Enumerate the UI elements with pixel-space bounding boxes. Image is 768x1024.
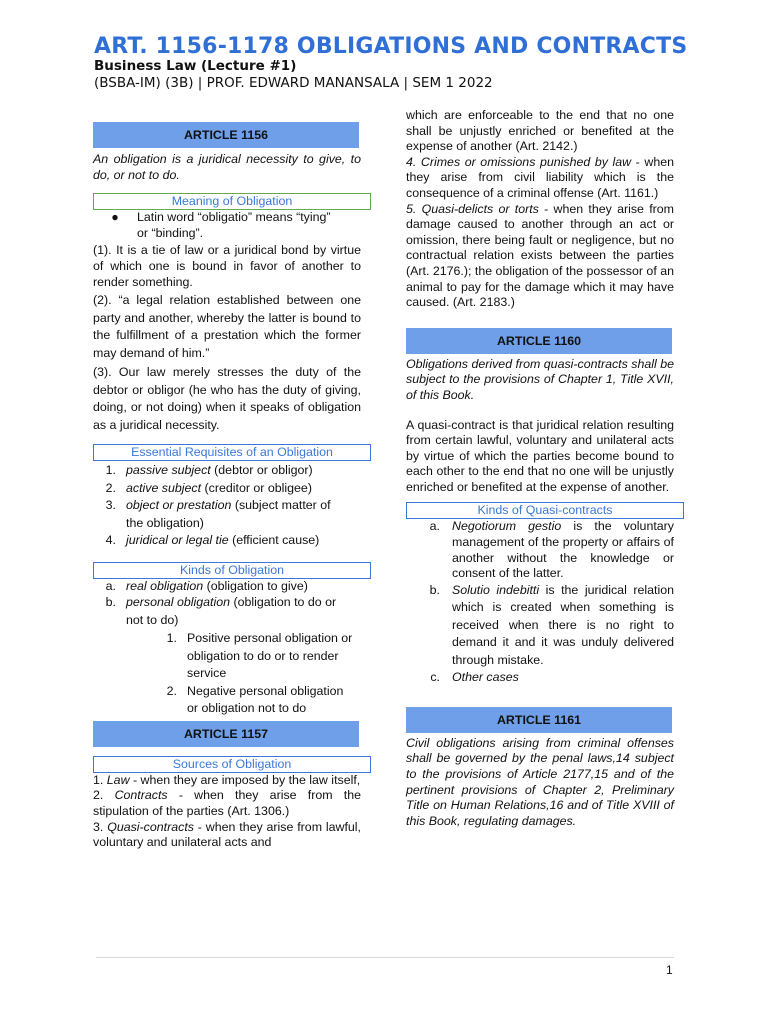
list-item: b. Solutio indebitti is the juridical relation which is created when something is received when there is no right to demand it and it was unduly delivered through mistake. <box>429 582 674 667</box>
article-1160-text: Obligations derived from quasi-contracts shall be subject to the provisions of Chapter 1, Title XVII, of this Book. <box>406 356 674 402</box>
article-1156-header: ARTICLE 1156 <box>93 122 359 148</box>
list-item: 2. active subject (creditor or obligee) <box>105 480 312 495</box>
document-meta: (BSBA-IM) (3B) | PROF. EDWARD MANANSALA | SEM 1 2022 <box>94 75 493 91</box>
meaning-bullet: ● Latin word “obligatio” means “tying” or “binding”. <box>93 210 361 241</box>
quasi-kinds-list <box>406 519 674 686</box>
document-subtitle: Business Law (Lecture #1) <box>94 58 297 74</box>
source-4: 4. Crimes or omissions punished by law - when they arise from civil liability which is the consequence of a criminal offense (Art. 1161.) <box>406 154 674 200</box>
right-column <box>406 108 674 829</box>
meaning-para-3: (3). Our law merely stresses the duty of the debtor or obligor (he who has the duty of giving, doing, or not doing) when it speaks of obligation as a juridical necessity. <box>93 365 361 432</box>
sources-heading: Sources of Obligation <box>93 756 371 773</box>
list-item: 1. passive subject (debtor or obligor) <box>105 463 313 478</box>
meaning-of-obligation-heading: Meaning of Obligation <box>93 193 371 210</box>
bullet-icon: ● <box>111 210 119 225</box>
source-5: 5. Quasi-delicts or torts - when they arise from damage caused to another through an act or omission, there being fault or negligence, but no contractual relation exists between the parties (Art. 2176.); the obligation of the possessor of an animal to pay for the damage which it may have caused. (Art. 2183.) <box>406 201 674 310</box>
page-number: 1 <box>666 963 673 977</box>
source-1: 1. Law - when they are imposed by the law itself, <box>93 772 361 787</box>
list-item: a. Negotiorum gestio is the voluntary management of the property or affairs of another without the knowledge or consent of the latter. <box>429 519 674 581</box>
requisites-heading: Essential Requisites of an Obligation <box>93 444 371 461</box>
source-2: 2. Contracts - when they arise from the stipulation of the parties (Art. 1306.) <box>93 788 361 818</box>
source-3-continued: which are enforceable to the end that no one shall be unjustly enriched or benefited at the expense of another (Art. 2142.) <box>406 108 674 154</box>
article-1157-header: ARTICLE 1157 <box>93 721 359 747</box>
kinds-of-obligation-heading: Kinds of Obligation <box>93 562 371 579</box>
list-item: 4. juridical or legal tie (efficient cause) <box>105 533 320 548</box>
article-1160-header: ARTICLE 1160 <box>406 328 672 354</box>
kinds-list <box>93 579 361 718</box>
meaning-para-1: (1). It is a tie of law or a juridical bond by virtue of which one is bound in favor of another to render something. <box>93 243 361 289</box>
quasi-contract-definition: A quasi-contract is that juridical relation resulting from certain lawful, voluntary and unilateral acts by virtue of which the parties become bound to each other to the end that no one will be unjustly enriched or benefited at the expense of another. <box>406 417 674 494</box>
list-item: 2. Negative personal obligation or obligation not to do <box>166 683 344 716</box>
list-item: 3. object or prestation (subject matter of the obligation) <box>105 498 331 530</box>
article-1156-text: An obligation is a juridical necessity to give, to do, or not to do. <box>93 152 361 182</box>
document-title: ART. 1156-1178 OBLIGATIONS AND CONTRACTS <box>94 34 688 59</box>
article-1161-header: ARTICLE 1161 <box>406 707 672 733</box>
list-item: 1. Positive personal obligation or obligation to do or to render service <box>166 631 353 681</box>
source-3: 3. Quasi-contracts - when they arise from lawful, voluntary and unilateral acts and <box>93 819 361 850</box>
requisites-list <box>93 462 361 550</box>
meaning-para-2: (2). “a legal relation established between one party and another, whereby the latter is bound to the fulfillment of a prestation which the former may demand of him.” <box>93 293 361 360</box>
left-column <box>93 122 361 851</box>
list-item: c. Other cases <box>430 670 519 685</box>
list-item: a. real obligation (obligation to give) <box>105 578 308 593</box>
article-1161-text: Civil obligations arising from criminal offenses shall be governed by the penal laws,14 subject to the provisions of Article 2177,15 and of the pertinent provisions of Chapter 2, Preliminary Title on Human Relations,16 and of Title XVIII of this Book, regulating damages. <box>406 735 674 828</box>
footer-divider <box>96 957 674 958</box>
list-item: b. personal obligation (obligation to do or not to do) <box>105 595 337 627</box>
kinds-of-quasi-contracts-heading: Kinds of Quasi-contracts <box>406 502 684 519</box>
